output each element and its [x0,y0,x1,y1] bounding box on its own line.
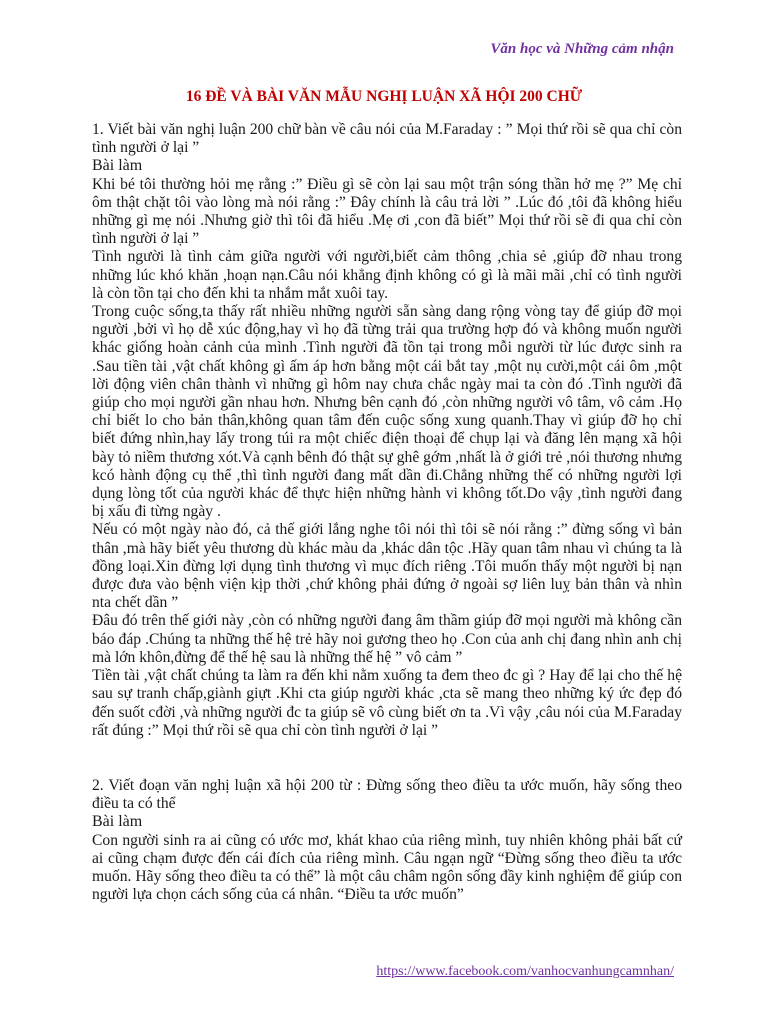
question-1: 1. Viết bài văn nghị luận 200 chữ bàn về câu nói của M.Faraday : ” Mọi thứ rồi sẽ qua chỉ còn tình người ở lại ” [92,121,682,157]
footer-link[interactable]: https://www.facebook.com/vanhocvanhungcamnhan/ [376,964,674,979]
answer-label-1: Bài làm [92,157,143,175]
answer-label-2: Bài làm [92,813,143,831]
page-header: Văn học và Những cảm nhận [490,41,674,57]
paragraph: Tình người là tình cảm giữa người với người,biết cảm thông ,chia sẻ ,giúp đỡ nhau trong những lúc khó khăn ,hoạn nạn.Câu nói khẳng định không có gì là mãi mãi ,chỉ có tình người là còn tồn tại cho đến khi ta nhắm mắt xuôi tay. [92,248,682,302]
section-spacer [92,740,682,777]
question-2: 2. Viết đoạn văn nghị luận xã hội 200 từ : Đừng sống theo điều ta ước muốn, hãy sống theo điều ta có thể [92,776,682,813]
document-body [92,121,682,904]
paragraph: Đâu đó trên thế giới này ,còn có những người đang âm thầm giúp đỡ mọi người mà không cần báo đáp .Chúng ta những thế hệ trẻ hãy noi gương theo họ .Con của anh chị đang nhìn anh chị mà lớn khôn,đừng để thế hệ sau là những thế hệ ” vô cảm ” [92,612,682,666]
paragraph: Khi bé tôi thường hỏi mẹ rằng :” Điều gì sẽ còn lại sau một trận sóng thần hở mẹ ?” Mẹ chỉ ôm thật chặt tôi vào lòng mà nói rằng :” Đây chính là câu trả lời ” .Lúc đó ,tôi đã không hiểu những gì mẹ nói .Nhưng giờ thì tôi đã hiểu .Mẹ ơi ,con đã biết” Mọi thứ rồi sẽ đi qua chỉ còn tình người ở lại ” [92,175,682,248]
document-title: 16 ĐỀ VÀ BÀI VĂN MẪU NGHỊ LUẬN XÃ HỘI 200 CHỮ [185,88,583,105]
paragraph: Con người sinh ra ai cũng có ước mơ, khát khao của riêng mình, tuy nhiên không phải bất cứ ai cũng chạm được đến cái đích của riêng mình. Câu ngạn ngữ “Đừng sống theo điều ta ước muốn. Hãy sống theo điều ta có thể” là một câu châm ngôn sống đầy kinh nghiệm để giúp con người lựa chọn cách sống của cá nhân. “Điều ta ước muốn” [92,831,682,904]
paragraph: Trong cuộc sống,ta thấy rất nhiều những người sẵn sàng dang rộng vòng tay để giúp đỡ mọi người ,bởi vì họ dễ xúc động,hay vì họ đã từng trải qua trường hợp đó và không muốn người khác giống hoàn cảnh của mình .Tình người đã tồn tại trong mỗi người từ lúc được sinh ra .Sau tiền tài ,vật chất không gì ấm áp hơn bằng một cái bắt tay ,một nụ cười,một cái ôm ,một lời động viên chân thành vì những gì hôm nay chưa chắc ngày mai ta còn đó .Tình người đã giúp cho mọi người gần nhau hơn. Nhưng bên cạnh đó ,còn những người vô tâm, vô cảm .Họ chỉ biết lo cho bản thân,không quan tâm đến cuộc sống xung quanh.Thay vì giúp đỡ họ chỉ biết đứng nhìn,hay lấy trong túi ra một chiếc điện thoại để chụp lại và đăng lên mạng xã hội bày tỏ niềm thương xót.Và cạnh bênh đó thật sự ghê gớm ,nhất là ở giới trẻ ,nói thương nhưng kcó hành động cụ thể ,thì tình người đang mất dần đi.Chẳng những thế có những người lợi dụng lòng tốt của người khác để thực hiện những hành vi không tốt.Do vậy ,tình người đang bị xấu đi từng ngày . [92,303,682,521]
paragraph: Nếu có một ngày nào đó, cả thế giới lắng nghe tôi nói thì tôi sẽ nói rằng :” đừng sống vì bản thân ,mà hãy biết yêu thương dù khác màu da ,khác dân tộc .Hãy quan tâm nhau vì chúng ta là đồng loại.Xin đừng lợi dụng tình thương vì mục đích riêng .Tôi muốn thấy một người bị nạn được đưa vào bệnh viện kịp thời ,chứ không phải đứng ở ngoài sợ liên luỵ bản thân và nhìn nta chết dần ” [92,521,682,612]
paragraph: Tiền tài ,vật chất chúng ta làm ra đến khi nằm xuống ta đem theo đc gì ? Hay để lại cho thế hệ sau sự tranh chấp,giành giựt .Khi cta giúp người khác ,cta sẽ mang theo những ký ức đẹp đó đến suốt cđời ,và những người đc ta giúp sẽ vô cùng biết ơn ta .Vì vậy ,câu nói của M.Faraday rất đúng :” Mọi thứ rồi sẽ qua chỉ còn tình người ở lại ” [92,667,682,739]
